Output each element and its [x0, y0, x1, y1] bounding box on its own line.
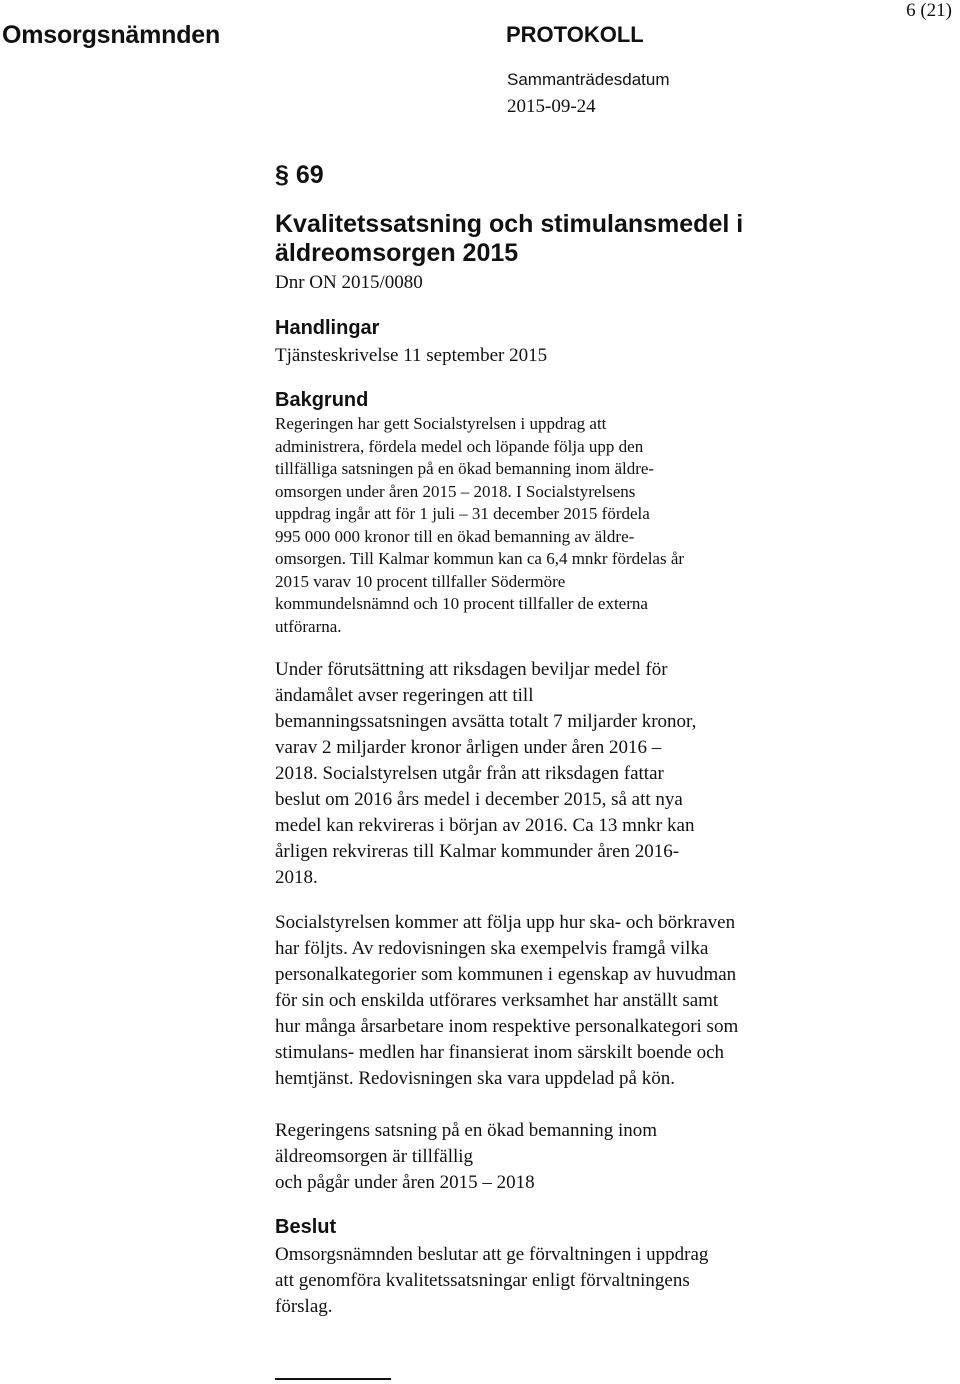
text-line: för sin och enskilda utförares verksamhet har anställt samt: [275, 990, 719, 1011]
text-line: 2015 varav 10 procent tillfaller Södermöre: [275, 571, 566, 591]
text-line: omsorgen under åren 2015 – 2018. I Socialstyrelsens: [275, 481, 636, 501]
text-line: utförarna.: [275, 616, 342, 636]
text-line: att genomföra kvalitetssatsningar enligt förvaltningens: [275, 1270, 690, 1291]
text-line: 995 000 000 kronor till en ökad bemanning av äldre-: [275, 526, 635, 546]
text-line: stimulans- medlen har finansierat inom särskilt boende och: [275, 1042, 725, 1063]
text-line: Omsorgsnämnden beslutar att ge förvaltningen i uppdrag: [275, 1244, 709, 1265]
text-line: hemtjänst. Redovisningen ska vara uppdelad på kön.: [275, 1068, 675, 1089]
text-line: personalkategorier som kommunen i egenskap av huvudman: [275, 964, 737, 985]
handlingar-heading: Handlingar: [275, 317, 380, 339]
text-line: kommundelsnämnd och 10 procent tillfaller de externa: [275, 594, 648, 613]
section-title-line: äldreomsorgen 2015: [275, 239, 519, 267]
text-line: uppdrag ingår att för 1 juli – 31 december 2015 fördela: [275, 504, 650, 523]
text-line: tillfälliga satsningen på en ökad bemanning inom äldre-: [275, 459, 655, 478]
text-line: bemanningssatsningen avsätta totalt 7 miljarder kronor,: [275, 711, 697, 732]
text-line: 2018. Socialstyrelsen utgår från att riksdagen fattar: [275, 763, 664, 784]
meeting-date-label: Sammanträdesdatum: [507, 70, 670, 89]
text-line: Regeringens satsning på en ökad bemanning inom: [275, 1120, 658, 1141]
text-line: ändamålet avser regeringen att till: [275, 685, 534, 706]
text-line: årligen rekvireras till Kalmar kommunder åren 2016-: [275, 841, 680, 862]
handlingar-text: Tjänsteskrivelse 11 september 2015: [275, 345, 548, 366]
page-number: 6 (21): [906, 0, 952, 21]
case-number: Dnr ON 2015/0080: [275, 272, 423, 293]
beslut-heading: Beslut: [275, 1216, 337, 1238]
text-line: varav 2 miljarder kronor årligen under åren 2016 –: [275, 737, 662, 758]
document-body: [275, 160, 935, 1320]
bakgrund-paragraph: [275, 413, 935, 638]
paragraph-funding: [275, 657, 935, 891]
text-line: Socialstyrelsen kommer att följa upp hur ska- och börkraven: [275, 912, 736, 933]
text-line: förslag.: [275, 1296, 333, 1317]
text-line: medel kan rekvireras i början av 2016. Ca 13 mnkr kan: [275, 815, 695, 836]
document-type: PROTOKOLL: [506, 22, 644, 47]
bakgrund-heading: Bakgrund: [275, 389, 369, 411]
section-number: § 69: [275, 161, 324, 189]
beslut-paragraph: [275, 1242, 935, 1320]
section-title-line: Kvalitetssatsning och stimulansmedel i: [275, 210, 744, 238]
text-line: 2018.: [275, 867, 318, 888]
text-line: och pågår under åren 2015 – 2018: [275, 1172, 535, 1193]
paragraph-temporary: [275, 1118, 935, 1196]
text-line: administrera, fördela medel och löpande följa upp den: [275, 436, 644, 456]
text-line: Under förutsättning att riksdagen beviljar medel för: [275, 659, 668, 680]
organization-name: Omsorgsnämnden: [2, 21, 221, 49]
text-line: omsorgen. Till Kalmar kommun kan ca 6,4 mnkr fördelas år: [275, 549, 685, 568]
text-line: har följts. Av redovisningen ska exempelvis framgå vilka: [275, 938, 709, 959]
text-line: äldreomsorgen är tillfällig: [275, 1146, 474, 1167]
text-line: hur många årsarbetare inom respektive personalkategori som: [275, 1016, 739, 1037]
meeting-date: 2015-09-24: [507, 96, 596, 117]
signature-line: [275, 1378, 391, 1380]
section-title: [275, 210, 935, 268]
paragraph-followup: [275, 910, 935, 1092]
text-line: beslut om 2016 års medel i december 2015, så att nya: [275, 789, 683, 810]
text-line: Regeringen har gett Socialstyrelsen i uppdrag att: [275, 414, 607, 433]
